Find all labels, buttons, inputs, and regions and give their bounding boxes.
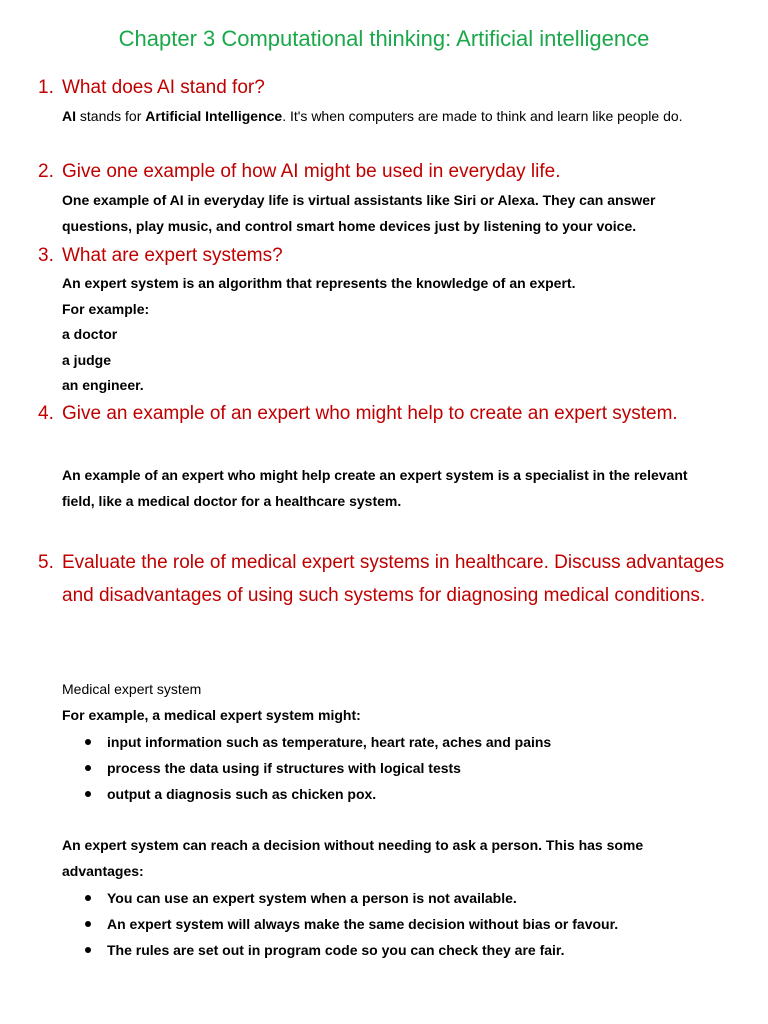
- chapter-title: Chapter 3 Computational thinking: Artificial intelligence: [118, 26, 650, 51]
- list-item-text: process the data using if structures with logical tests: [107, 760, 461, 776]
- list-item: [62, 729, 722, 755]
- answer-1: [62, 104, 722, 130]
- answer-1-rest: . It's when computers are made to think and learn like people do.: [282, 108, 683, 124]
- question-2: [38, 155, 738, 188]
- question-3-text: What are expert systems?: [62, 245, 283, 266]
- list-item-text: The rules are set out in program code so you can check they are fair.: [107, 942, 565, 958]
- list-item: [62, 911, 722, 937]
- answer-4: An example of an expert who might help create an expert system is a specialist in the relevant field, like a medical doctor for a healthcare system.: [62, 467, 688, 509]
- list-item: [62, 755, 722, 781]
- question-5-text: Evaluate the role of medical expert systems in healthcare. Discuss advantages and disadvantages of using such systems for diagnosing medical conditions.: [62, 552, 725, 606]
- list-item: [62, 781, 722, 807]
- answer-3-line: a doctor: [62, 326, 118, 342]
- bullet-icon: [85, 895, 91, 901]
- function-list: [62, 729, 722, 807]
- list-item-text: output a diagnosis such as chicken pox.: [107, 786, 377, 802]
- question-3: [38, 239, 738, 272]
- answer-1-full-term: Artificial Intelligence: [145, 108, 283, 124]
- question-2-number: 2.: [38, 161, 54, 182]
- question-5-number: 5.: [38, 552, 54, 573]
- answer-1-stands-for: stands for: [76, 108, 146, 124]
- question-4-number: 4.: [38, 403, 54, 424]
- list-item-text: You can use an expert system when a person is not available.: [107, 890, 517, 906]
- advantages-list: [62, 885, 722, 963]
- answer-3-line: an engineer.: [62, 377, 144, 393]
- bullet-icon: [85, 921, 91, 927]
- question-1-text: What does AI stand for?: [62, 77, 265, 98]
- question-1-number: 1.: [38, 77, 54, 98]
- list-item: [62, 937, 722, 963]
- question-5: [38, 546, 738, 612]
- answer-3: [62, 271, 722, 399]
- bullet-icon: [85, 791, 91, 797]
- answer-3-line: a judge: [62, 351, 112, 368]
- section-heading: Medical expert system: [62, 681, 202, 697]
- question-4: [38, 397, 738, 430]
- question-4-text: Give an example of an expert who might help to create an expert system.: [62, 403, 678, 424]
- question-2-text: Give one example of how AI might be used in everyday life.: [62, 161, 561, 182]
- bullet-icon: [85, 765, 91, 771]
- answer-3-line: For example:: [62, 300, 150, 317]
- answer-2: One example of AI in everyday life is virtual assistants like Siri or Alexa. They can answer questions, play music, and control smart home devices just by listening to your voice.: [62, 192, 656, 234]
- question-1: [38, 71, 738, 104]
- section-intro: For example, a medical expert system might:: [62, 707, 361, 723]
- answer-3-line: An expert system is an algorithm that represents the knowledge of an expert.: [62, 275, 576, 291]
- bullet-icon: [85, 739, 91, 745]
- question-3-number: 3.: [38, 245, 54, 266]
- list-item-text: An expert system will always make the same decision without bias or favour.: [107, 916, 619, 932]
- list-item: [62, 885, 722, 911]
- list-item-text: input information such as temperature, heart rate, aches and pains: [107, 734, 552, 750]
- advantages-intro: An expert system can reach a decision without needing to ask a person. This has some advantages:: [62, 837, 644, 879]
- answer-1-ai: AI: [62, 108, 76, 124]
- bullet-icon: [85, 947, 91, 953]
